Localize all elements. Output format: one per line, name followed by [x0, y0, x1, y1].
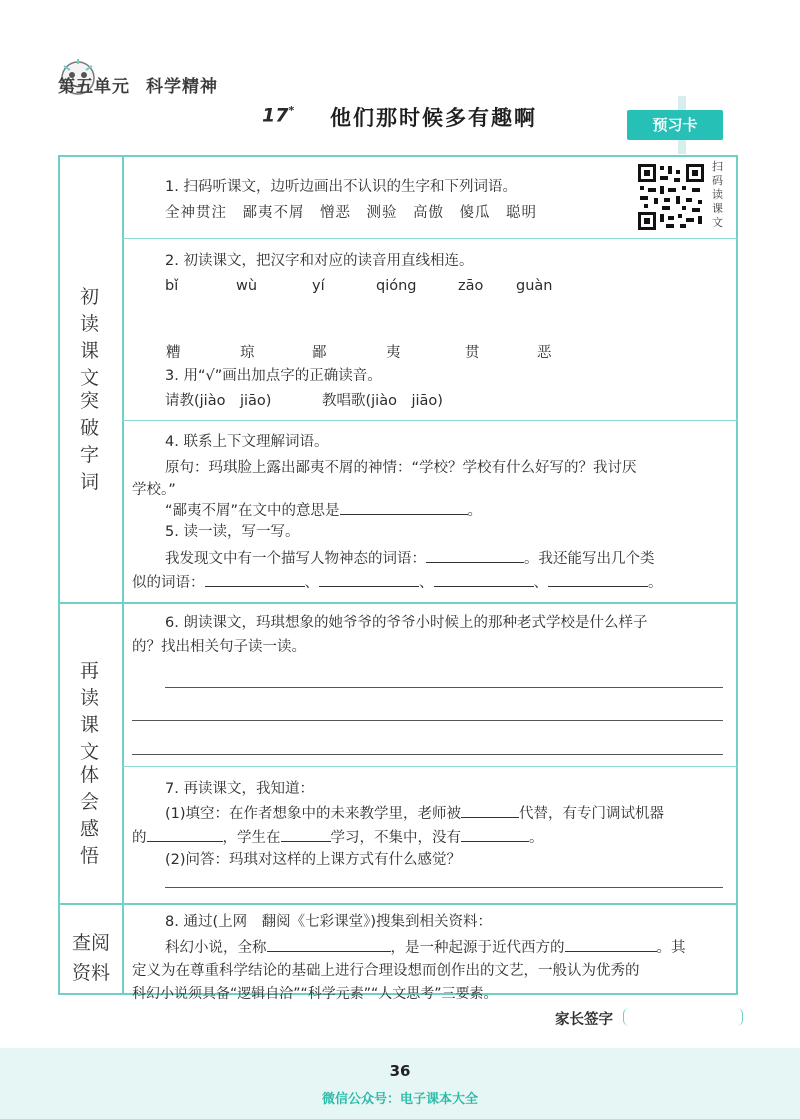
q7-line-2 [132, 827, 544, 848]
q5-line-1 [165, 548, 655, 569]
q7-line-1 [165, 803, 664, 824]
pinyin-item: qióng [376, 278, 417, 294]
section-divider [58, 602, 738, 604]
question-divider [122, 766, 738, 767]
q7-line-2-text: 学习，不集中，没有 [330, 830, 461, 846]
q5-word-blank[interactable] [426, 548, 524, 563]
lesson-mark: * [288, 104, 295, 117]
q4-answer-blank[interactable] [340, 500, 468, 515]
q5-similar-blank[interactable] [434, 572, 534, 587]
lesson-number [262, 104, 294, 126]
separator: 、 [304, 575, 319, 591]
unit-label: 第五单元 [58, 77, 130, 97]
q7-blank[interactable] [461, 803, 519, 818]
q7-line-2-text: 的 [132, 830, 147, 846]
section-label-first-read: 初读课文 [79, 286, 99, 389]
char-item: 琼 [240, 345, 255, 361]
q5-line-2 [132, 572, 663, 593]
q7-line-1-end: 代替，有专门调试机器 [519, 806, 665, 822]
qr-code-icon[interactable] [636, 162, 706, 232]
q6-answer-line[interactable] [132, 720, 723, 721]
q7-line-2-text: ，学生在 [222, 830, 281, 846]
q6-line-2: 的？找出相关句子读一读。 [132, 639, 306, 655]
parent-signature-label: 家长签字 [555, 1012, 613, 1028]
q3-item-1[interactable]: 请教(jiào jiāo) [165, 393, 272, 409]
q4-prompt: 4. 联系上下文理解词语。 [165, 434, 329, 450]
question-divider [122, 238, 738, 239]
q7-blank[interactable] [281, 827, 331, 842]
page-number: 36 [389, 1062, 411, 1080]
q6-line-1: 6. 朗读课文，玛琪想象的她爷爷的爷爷小时候上的那种老式学校是什么样子 [165, 615, 648, 631]
q8-line-2: 定义为在尊重科学结论的基础上进行合理设想而创作出的文艺，一般认为优秀的 [132, 963, 640, 979]
char-item: 贯 [465, 345, 480, 361]
q7-line-1-text: (1)填空：在作者想象中的未来教学里，老师被 [165, 806, 462, 822]
separator: 、 [419, 575, 434, 591]
pinyin-item: zāo [458, 278, 484, 294]
q4-line-3-text: “鄙夷不屑”在文中的意思是 [165, 503, 340, 519]
section-label-feel: 体会感悟 [79, 764, 99, 867]
lesson-number-value: 17 [262, 104, 289, 127]
q7-line-2-end: 。 [529, 830, 544, 846]
q8-line-1-end: 。其 [656, 940, 686, 956]
pinyin-item: yí [312, 278, 325, 294]
q5-similar-blank[interactable] [205, 572, 305, 587]
q6-answer-line[interactable] [132, 754, 723, 755]
q7-line-3: (2)问答：玛琪对这样的上课方式有什么感觉？ [165, 852, 462, 868]
q3-prompt: 3. 用“√”画出加点字的正确读音。 [165, 368, 382, 384]
q7-blank[interactable] [147, 827, 223, 842]
q5-line-2-text: 似的词语： [132, 575, 205, 591]
q4-line-2: 学校。” [132, 482, 176, 498]
section-label-research: 查阅资料 [71, 932, 110, 984]
pinyin-item: wù [236, 278, 258, 294]
q7-prompt: 7. 再读课文，我知道： [165, 781, 314, 797]
page-footer [0, 1048, 800, 1119]
pinyin-item: guàn [516, 278, 553, 294]
unit-heading [58, 72, 218, 97]
q8-line-1 [165, 937, 686, 958]
q5-line-1-text: 我发现文中有一个描写人物神态的词语： [165, 551, 426, 567]
q8-line-1-text: 科幻小说，全称 [165, 940, 267, 956]
section-label-words: 突破字词 [79, 390, 99, 493]
question-divider [122, 420, 738, 421]
sidebar-divider [122, 155, 124, 995]
q6-answer-line[interactable] [165, 687, 723, 688]
char-item: 糟 [166, 345, 181, 361]
q5-similar-blank[interactable] [319, 572, 419, 587]
q5-line-2-end: 。 [648, 575, 663, 591]
char-item: 鄙 [312, 345, 327, 361]
q7-answer-line[interactable] [165, 887, 723, 888]
char-item: 夷 [386, 345, 401, 361]
lesson-title: 他们那时候多有趣啊 [330, 106, 537, 130]
q5-line-1-end: 。我还能写出几个类 [524, 551, 655, 567]
q7-blank[interactable] [461, 827, 529, 842]
q8-line-3: 科幻小说须具备“逻辑自洽”“科学元素”“人文思考”三要素。 [132, 986, 498, 1002]
q1-words: 全神贯注 鄙夷不屑 憎恶 测验 高傲 傻瓜 聪明 [165, 205, 537, 221]
q1-prompt: 1. 扫码听课文，边听边画出不认识的生字和下列词语。 [165, 179, 517, 195]
pinyin-item: bǐ [165, 278, 179, 294]
parent-signature-field[interactable] [623, 1008, 743, 1026]
q8-blank[interactable] [267, 937, 391, 952]
q3-item-2[interactable]: 教唱歌(jiào jiāo) [322, 393, 443, 409]
preview-card-tag: 预习卡 [627, 110, 723, 140]
q8-prompt: 8. 通过(上网 翻阅《七彩课堂》)搜集到相关资料： [165, 914, 493, 930]
q2-prompt: 2. 初读课文，把汉字和对应的读音用直线相连。 [165, 253, 474, 269]
section-divider [58, 903, 738, 905]
q8-line-1-text: ，是一种起源于近代西方的 [390, 940, 565, 956]
q5-similar-blank[interactable] [548, 572, 648, 587]
q4-line-1: 原句：玛琪脸上露出鄙夷不屑的神情：“学校？学校有什么好写的？我讨厌 [165, 460, 637, 476]
separator: 、 [533, 575, 548, 591]
qr-label: 扫码读课文 [712, 160, 723, 229]
q4-line-3 [165, 500, 482, 521]
char-item: 恶 [537, 345, 552, 361]
q4-line-3-end: 。 [467, 503, 483, 519]
q5-prompt: 5. 读一读，写一写。 [165, 524, 300, 540]
wechat-account: 微信公众号：电子课本大全 [321, 1092, 478, 1107]
section-label-reread: 再读课文 [79, 660, 99, 763]
q8-blank[interactable] [565, 937, 657, 952]
unit-theme: 科学精神 [146, 77, 218, 97]
